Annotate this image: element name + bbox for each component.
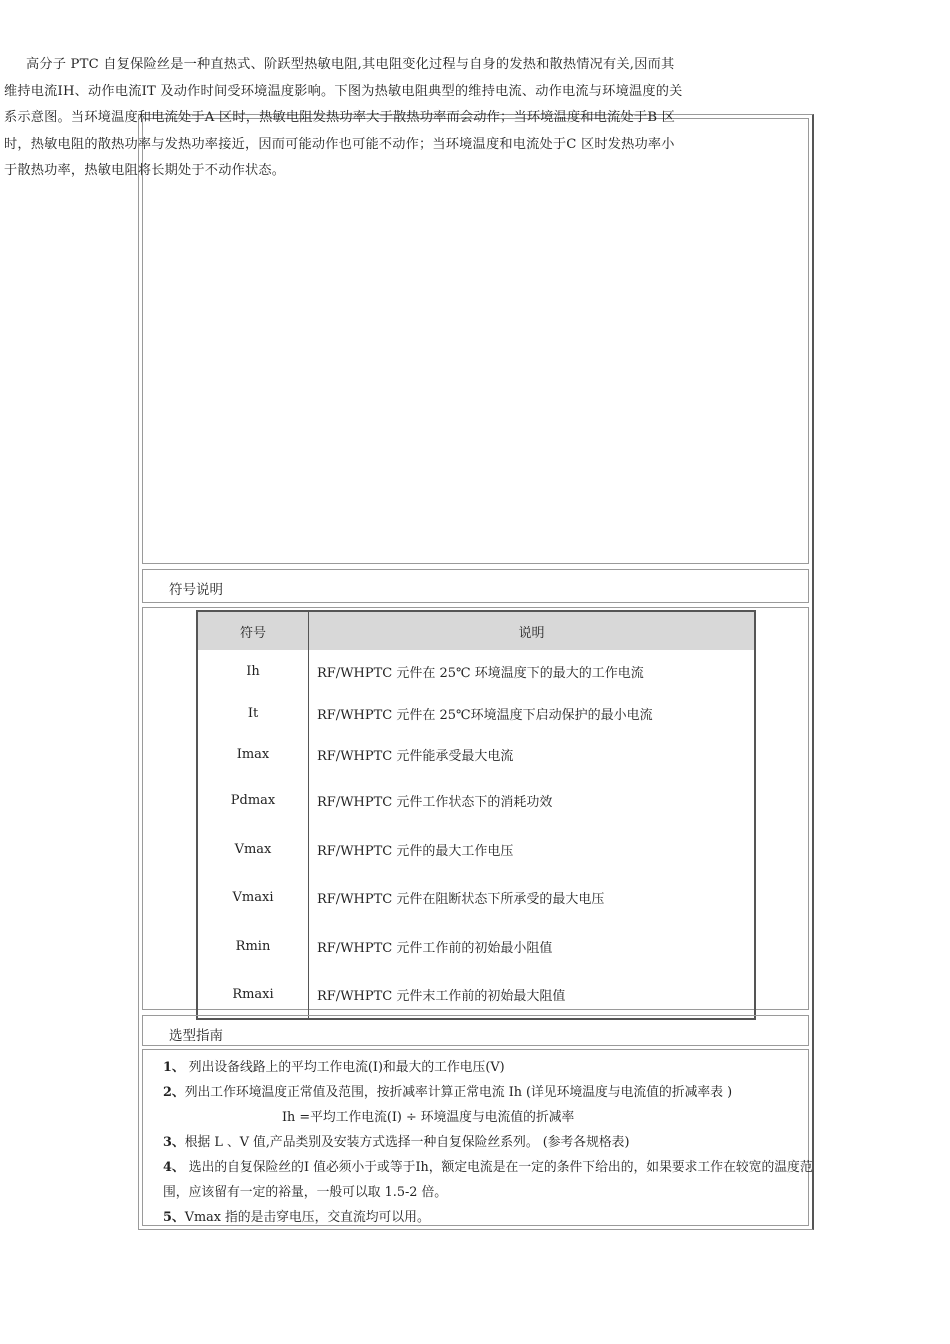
description-cell: RF/WHPTC 元件能承受最大电流 [317, 749, 514, 764]
guide-list [163, 1055, 813, 1230]
symbol-table [196, 610, 756, 1020]
table-row [197, 825, 755, 873]
column-header-description: 说明 [309, 611, 756, 650]
description-cell: RF/WHPTC 元件工作前的初始最小阻值 [317, 940, 553, 956]
symbol-cell: Rmin [197, 921, 309, 971]
list-item: 5、Vmax 指的是击穿电压，交直流均可以用。 [163, 1210, 430, 1225]
list-item: 4、 选出的自复保险丝的I 值必须小于或等于Ih，额定电流是在一定的条件下给出的，如果要求工作在较宽的温度范围，应该留有一定的裕量，一般可以取 1.5-2 倍。 [163, 1160, 813, 1200]
guide-section-header [142, 1015, 809, 1046]
symbol-section-title: 符号说明 [169, 582, 223, 598]
table-row [197, 971, 755, 1019]
symbol-cell: Pdmax [197, 775, 309, 825]
description-cell: RF/WHPTC 元件的最大工作电压 [317, 843, 514, 859]
symbol-cell: It [197, 693, 309, 734]
guide-section-title: 选型指南 [169, 1028, 223, 1044]
list-item: 3、根据 L 、V 值,产品类别及安装方式选择一种自复保险丝系列。 (参考各规格表) [163, 1135, 630, 1150]
description-cell: RF/WHPTC 元件在 25℃ 环境温度下的最大的工作电流 [317, 666, 644, 681]
symbol-cell: Vmax [197, 825, 309, 873]
description-cell: RF/WHPTC 元件末工作前的初始最大阻值 [317, 989, 566, 1004]
formula-line: Ih =平均工作电流(I) ÷ 环境温度与电流值的折减率 [282, 1110, 575, 1125]
table-row [197, 873, 755, 921]
intro-paragraph: 高分子 PTC 自复保险丝是一种直热式、阶跃型热敏电阻,其电阻变化过程与自身的发热和散热情况有关,因而其维持电流IH、动作电流IT 及动作时间受环境温度影响。下图为热敏电阻典型的维持电流、动作电流与环境温度的关系示意图。当环境温度和电流处于A 区时，热敏电阻发热功率大于散热功率而会动作；当环境温度和电流处于B 区时，热敏电阻的散热功率与发热功率接近，因而可能动作也可能不动作；当环境温度和电流处于C 区时发热功率小于散热功率，热敏电阻将长期处于不动作状态。 [4, 57, 683, 178]
symbol-cell: Rmaxi [197, 971, 309, 1019]
symbol-cell: Imax [197, 734, 309, 775]
symbol-cell: Vmaxi [197, 873, 309, 921]
symbol-section-header [142, 569, 809, 603]
column-header-symbol: 符号 [197, 611, 309, 650]
table-row [197, 775, 755, 825]
table-row [197, 693, 755, 734]
list-item: 1、 列出设备线路上的平均工作电流(I)和最大的工作电压(V) [163, 1060, 505, 1075]
description-cell: RF/WHPTC 元件在阻断状态下所承受的最大电压 [317, 891, 605, 907]
list-item: 2、列出工作环境温度正常值及范围，按折减率计算正常电流 Ih (详见环境温度与电流值的折减率表 ) [163, 1085, 733, 1100]
table-header-row [197, 611, 755, 650]
symbol-cell: Ih [197, 650, 309, 693]
description-cell: RF/WHPTC 元件工作状态下的消耗功效 [317, 794, 553, 810]
table-row [197, 650, 755, 693]
intro-cell [142, 118, 809, 564]
description-cell: RF/WHPTC 元件在 25℃环境温度下启动保护的最小电流 [317, 708, 653, 723]
table-row [197, 734, 755, 775]
table-row [197, 921, 755, 971]
